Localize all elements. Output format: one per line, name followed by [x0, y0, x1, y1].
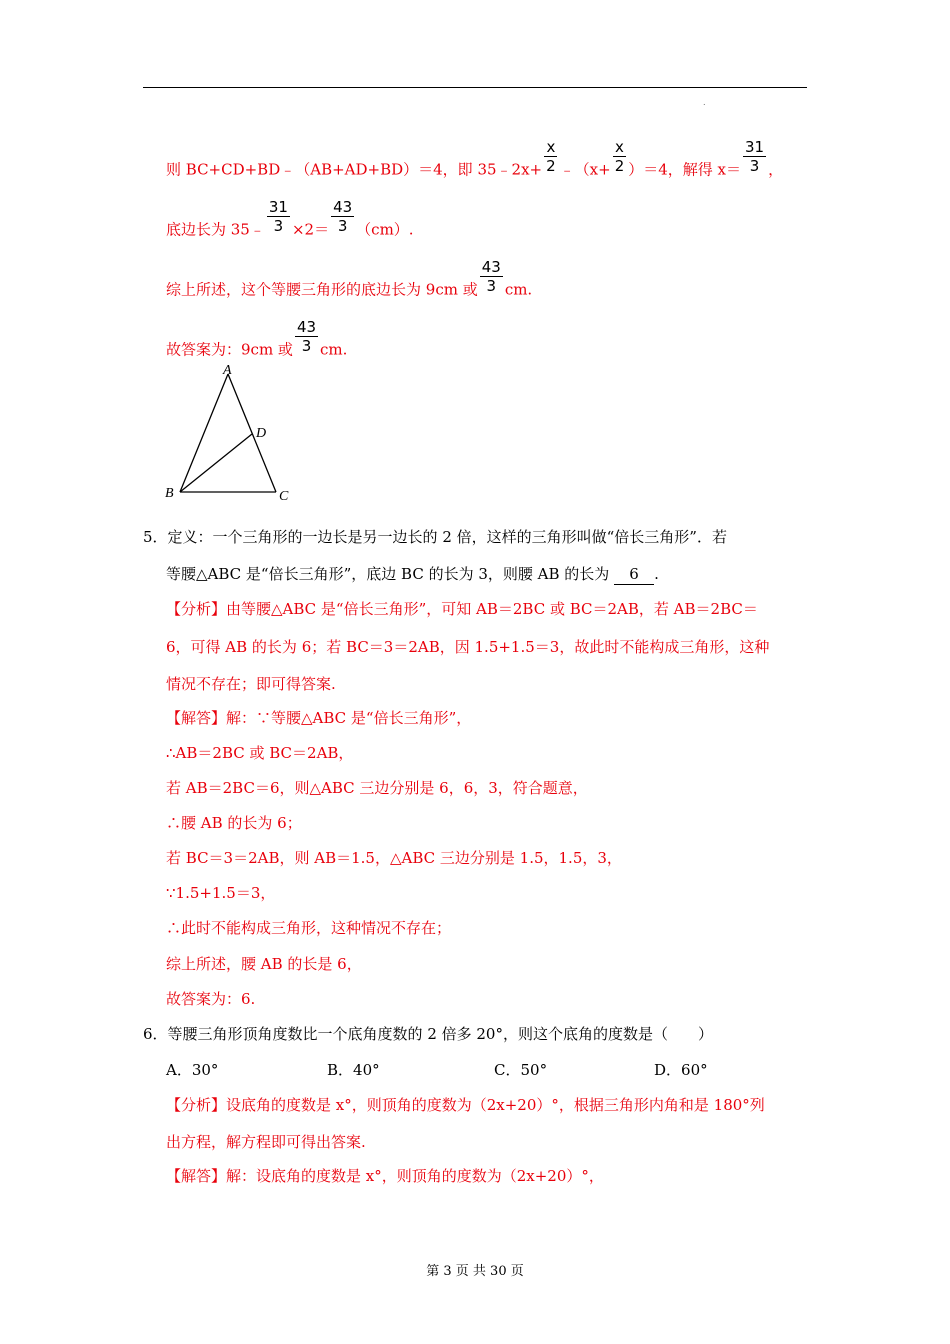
q6-stem: 6．等腰三角形顶角度数比一个底角度数的 2 倍多 20°，则这个底角的度数是（ ）	[143, 1025, 713, 1043]
q5-solution-3: 若 AB＝2BC＝6，则△ABC 三边分别是 6，6，3，符合题意，	[166, 779, 588, 797]
q5-solution-6: ∵1.5+1.5＝3，	[166, 884, 276, 902]
denominator: 2	[546, 157, 556, 175]
numerator: 43	[481, 258, 501, 276]
label-d: D	[256, 426, 267, 441]
q5-stem-line-2	[166, 564, 659, 585]
q5-solution-7: ∴此时不能构成三角形，这种情况不存在；	[166, 919, 452, 937]
text: .	[654, 565, 659, 583]
numerator: x	[615, 138, 624, 156]
fraction	[480, 258, 503, 295]
header-rule	[143, 87, 807, 88]
q5-solution-5: 若 BC＝3＝2AB，则 AB＝1.5，△ABC 三边分别是 1.5，1.5，3，	[166, 849, 622, 867]
solution-line-3	[166, 258, 533, 309]
numerator: 43	[296, 318, 317, 336]
fraction	[743, 138, 766, 175]
text: 等腰△ABC 是“倍长三角形”，底边 BC 的长为 3，则腰 AB 的长为	[166, 565, 610, 583]
q6-solution-1: 【解答】解：设底角的度数是 x°，则顶角的度数为（2x+20）°，	[166, 1167, 604, 1185]
fraction	[295, 318, 318, 355]
q6-option-d: D．60°	[654, 1061, 708, 1079]
denominator: 3	[301, 337, 312, 355]
fraction	[544, 138, 558, 175]
q5-solution-4: ∴腰 AB 的长为 6；	[166, 814, 302, 832]
q6-analysis-2: 出方程，解方程即可得出答案.	[166, 1133, 366, 1151]
text: 综上所述，这个等腰三角形的底边长为 9cm 或	[166, 280, 478, 299]
q5-analysis-2: 6，可得 AB 的长为 6；若 BC＝3＝2AB，因 1.5+1.5＝3，故此时不能构成三角形，这种	[166, 638, 770, 656]
q6-analysis-1: 【分析】设底角的度数是 x°，则顶角的度数为（2x+20）°，根据三角形内角和是 180°列	[166, 1096, 765, 1114]
text: ×2＝	[291, 220, 330, 239]
text: cm.	[320, 340, 348, 359]
text: 底边长为 35﹣	[166, 220, 265, 239]
text: cm.	[504, 280, 533, 299]
side-ab	[180, 374, 228, 492]
denominator: 3	[486, 277, 497, 295]
numerator: 43	[333, 198, 353, 216]
numerator: x	[546, 138, 556, 156]
text: 则 BC+CD+BD﹣（AB+AD+BD）＝4，即 35﹣2x+	[166, 160, 543, 179]
q5-solution-9: 故答案为：6.	[166, 990, 256, 1008]
answer-blank: 6	[614, 564, 654, 585]
label-b: B	[165, 486, 174, 501]
label-a: A	[223, 363, 232, 378]
q5-analysis-3: 情况不存在；即可得答案.	[166, 675, 336, 693]
q6-option-c: C．50°	[494, 1061, 548, 1079]
fraction	[267, 198, 290, 235]
numerator: 31	[745, 138, 765, 156]
q5-solution-8: 综上所述，腰 AB 的长是 6，	[166, 955, 362, 973]
q5-stem-line-1: 5．定义：一个三角形的一边长是另一边长的 2 倍，这样的三角形叫做“倍长三角形”．若	[143, 528, 727, 546]
q5-solution-1: 【解答】解：∵等腰△ABC 是“倍长三角形”，	[166, 709, 472, 727]
label-c: C	[279, 489, 289, 504]
text: ﹣（x+	[559, 160, 611, 179]
text: 故答案为：9cm 或	[166, 340, 293, 359]
fraction	[613, 138, 627, 175]
text: （cm）.	[356, 220, 414, 239]
text: ）＝4，解得 x＝	[628, 160, 742, 179]
page-footer: 第 3 页 共 30 页	[426, 1264, 524, 1279]
header-dot: .	[703, 98, 706, 107]
numerator: 31	[268, 198, 288, 216]
q5-solution-2: ∴AB＝2BC 或 BC＝2AB，	[166, 744, 354, 762]
denominator: 3	[337, 217, 348, 235]
q6-option-b: B．40°	[327, 1061, 380, 1079]
denominator: 3	[749, 157, 760, 175]
denominator: 2	[614, 157, 625, 175]
text: ，	[768, 160, 784, 179]
denominator: 3	[273, 217, 284, 235]
segment-bd	[180, 434, 252, 492]
solution-line-2	[166, 198, 414, 249]
q5-analysis-1: 【分析】由等腰△ABC 是“倍长三角形”，可知 AB＝2BC 或 BC＝2AB，若 AB＝2BC＝	[166, 600, 758, 618]
triangle-figure	[160, 360, 300, 505]
solution-line-1	[166, 138, 784, 189]
q6-option-a: A．30°	[166, 1061, 219, 1079]
side-ac	[228, 374, 276, 492]
fraction	[331, 198, 354, 235]
